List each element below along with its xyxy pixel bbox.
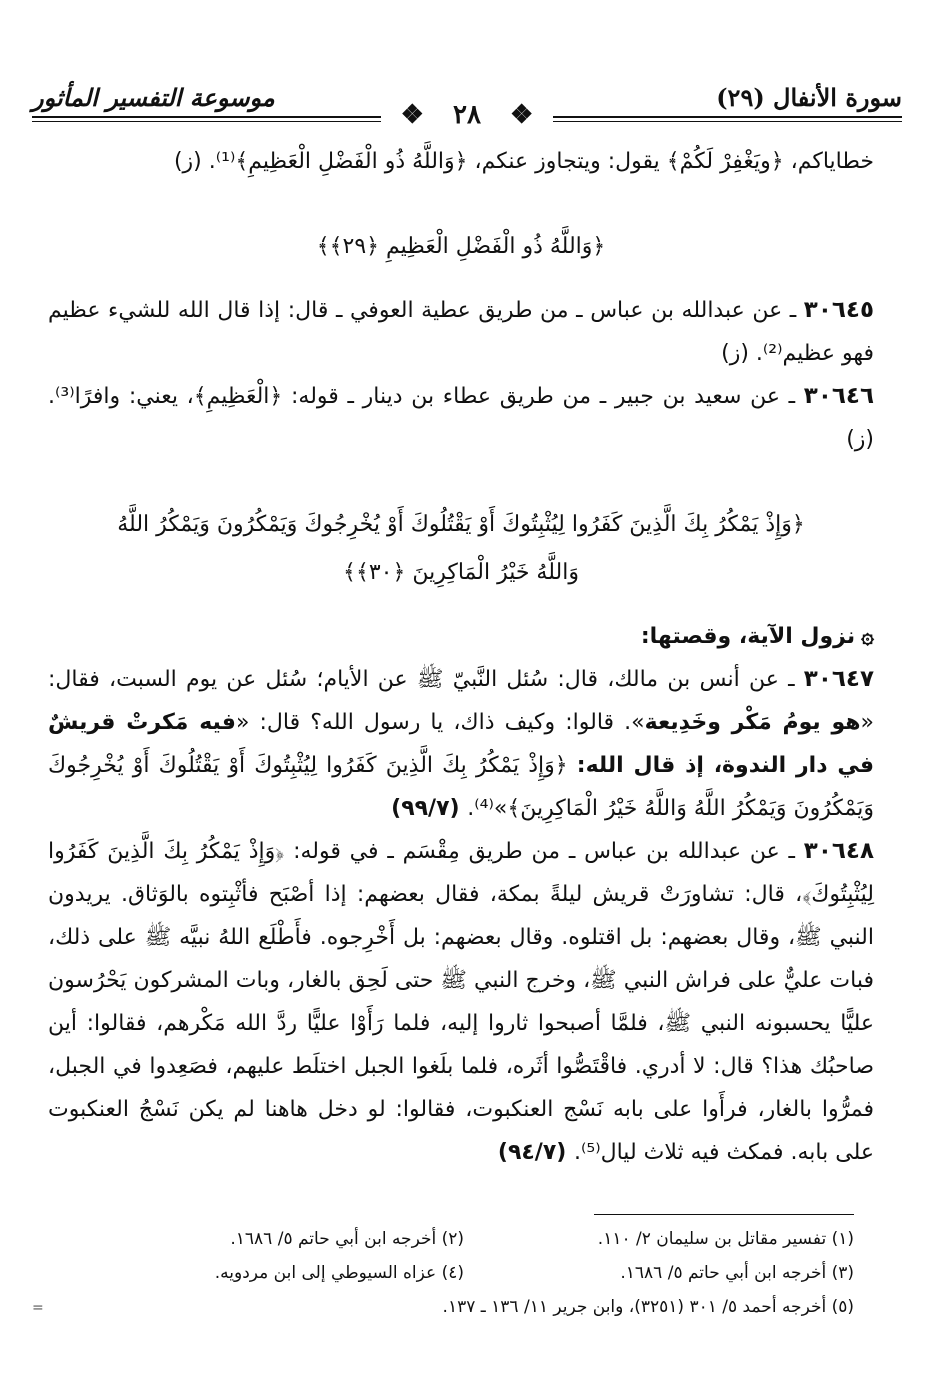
book-title: موسوعة التفسير المأثور [32,83,275,112]
volume-reference: (٩٩/٧) [391,796,468,821]
verse-30-line-2: وَاللَّهُ خَيْرُ الْمَاكِرِينَ ﴿٣٠﴾﴾ [343,560,579,585]
hadith-number: ٣٠٦٤٧ [803,666,874,692]
section-star-icon: ۞ [861,624,874,649]
volume-reference: (٩٤/٧) [497,1140,574,1165]
page-number: ٢٨ [443,100,491,130]
section-title: نزول الآية، وقصتها: [640,624,856,649]
verse-29: ﴿وَاللَّهُ ذُو الْفَضْلِ الْعَظِيمِ ﴿٢٩﴾﴾ [316,234,606,259]
footnote-1: (١) تفسير مقاتل بن سليمان ٢/ ١١٠. [597,1229,854,1249]
hadith-text: ـ عن عبدالله بن عباس ـ من طريق مِقْسَم ـ في قوله: ﴿وَإِذْ يَمْكُرُ بِكَ الَّذِينَ كَفَرُوا لِيُثْبِتُوكَ﴾، قال: تشاورَتْ قريش ليلةً بمكة، فقال بعضهم: إذا أصْبَح فأثْبِتوه بالوَثاق. يريدون النبي ﷺ، وقال بعضهم: بل اقتلوه. وقال بعضهم: بل أَخْرِجوه. فأَطْلَع اللهُ نبيَّه ﷺ على ذلك، فبات عليٌّ على فراش النبي ﷺ، وخرج النبي ﷺ حتى لَحِق بالغار، وبات المشركون يَحْرُسون عليًّا يحسبونه النبي ﷺ، فلمَّا أصبحوا ثاروا إليه، فلما رَأَوْا عليًّا ردَّ الله مَكْرهم، فقالوا: أين صاحبُك هذا؟ قال: لا أدري. فاقْتَصُّوا أثَره، فلما بلَغوا الجبل اختلَط عليهم، فصَعِدوا في الجبل، فمرُّوا بالغار، فرأَوا على بابه نَسْج العنكبوت، فقالوا: لو دخل هاهنا لم يكن نَسْجُ العنكبوت على بابه. فمكث فيه ثلاث ليال⁽⁵⁾. [48,839,874,1165]
footnote-2: (٢) أخرجه ابن أبي حاتم ٥/ ١٦٨٦. [230,1229,464,1249]
hadith-text: ـ عن سعيد بن جبير ـ من طريق عطاء بن دينار ـ قوله: ﴿الْعَظِيمِ﴾، يعني: وافرًا⁽³⁾. (ز) [48,384,874,452]
hadith-text: ». قالوا: وكيف ذاك، يا رسول الله؟ قال: « [235,710,645,735]
verse-30-line-1: ﴿وَإِذْ يَمْكُرُ بِكَ الَّذِينَ كَفَرُوا لِيُثْبِتُوكَ أَوْ يَقْتُلُوكَ أَوْ يُخْرِجُوكَ وَيَمْكُرُونَ وَيَمْكُرُ اللَّهُ [117,512,805,537]
hadith-quote-bold: فيه مَكرتْ قريشٌ في دار الندوة، إذ قال الله: [48,710,874,778]
hadith-30647 [48,658,874,830]
hadith-text: ـ عن أنس بن مالك، قال: سُئل النَّبيّ ﷺ عن الأيام؛ سُئل عن يوم السبت، فقال: « [48,667,874,735]
hadith-30646 [48,375,874,461]
footnote-4: (٤) عزاه السيوطي إلى ابن مردويه. [214,1263,464,1283]
footnotes [74,1222,854,1324]
surah-title: سورة الأنفال (٢٩) [716,83,902,112]
hadith-number: ٣٠٦٤٥ [803,297,874,323]
ornament-icon: ❖ [500,100,543,130]
hadith-30648 [48,830,874,1174]
intro-line: خطاياكم، ﴿ويَغْفِرْ لَكُمْ﴾ يقول: ويتجاوز عنكم، ﴿وَاللَّهُ ذُو الْفَضْلِ الْعَظِيمِ﴾⁽¹⁾. (ز) [173,149,874,174]
footnote-3: (٣) أخرجه ابن أبي حاتم ٥/ ١٦٨٦. [620,1263,854,1283]
footnote-rule [594,1214,854,1215]
section-heading [48,615,874,658]
footnote-5: (٥) أخرجه أحمد ٥/ ٣٠١ (٣٢٥١)، وابن جرير ١١/ ١٣٦ ـ ١٣٧. [442,1297,854,1317]
ornament-icon: ❖ [391,100,434,130]
hadith-quote-bold: هو يومُ مَكْر وخَدِيعة [644,710,861,735]
margin-mark: = [32,1300,44,1316]
hadith-number: ٣٠٦٤٦ [803,383,874,409]
page-number-block [0,100,934,130]
main-text [48,140,874,1174]
hadith-text: ﴿وَإِذْ يَمْكُرُ بِكَ الَّذِينَ كَفَرُوا لِيُثْبِتُوكَ أَوْ يَقْتُلُوكَ أَوْ يُخْرِجُوكَ وَيَمْكُرُونَ وَيَمْكُرُ اللَّهُ وَاللَّهُ خَيْرُ الْمَاكِرِينَ﴾»⁽⁴⁾. [48,753,874,821]
hadith-text: ـ عن عبدالله بن عباس ـ من طريق عطية العوفي ـ قال: إذا قال الله للشيء عظيم فهو عظيم⁽²⁾. (ز) [48,298,874,366]
hadith-30645 [48,289,874,375]
hadith-number: ٣٠٦٤٨ [803,838,874,864]
